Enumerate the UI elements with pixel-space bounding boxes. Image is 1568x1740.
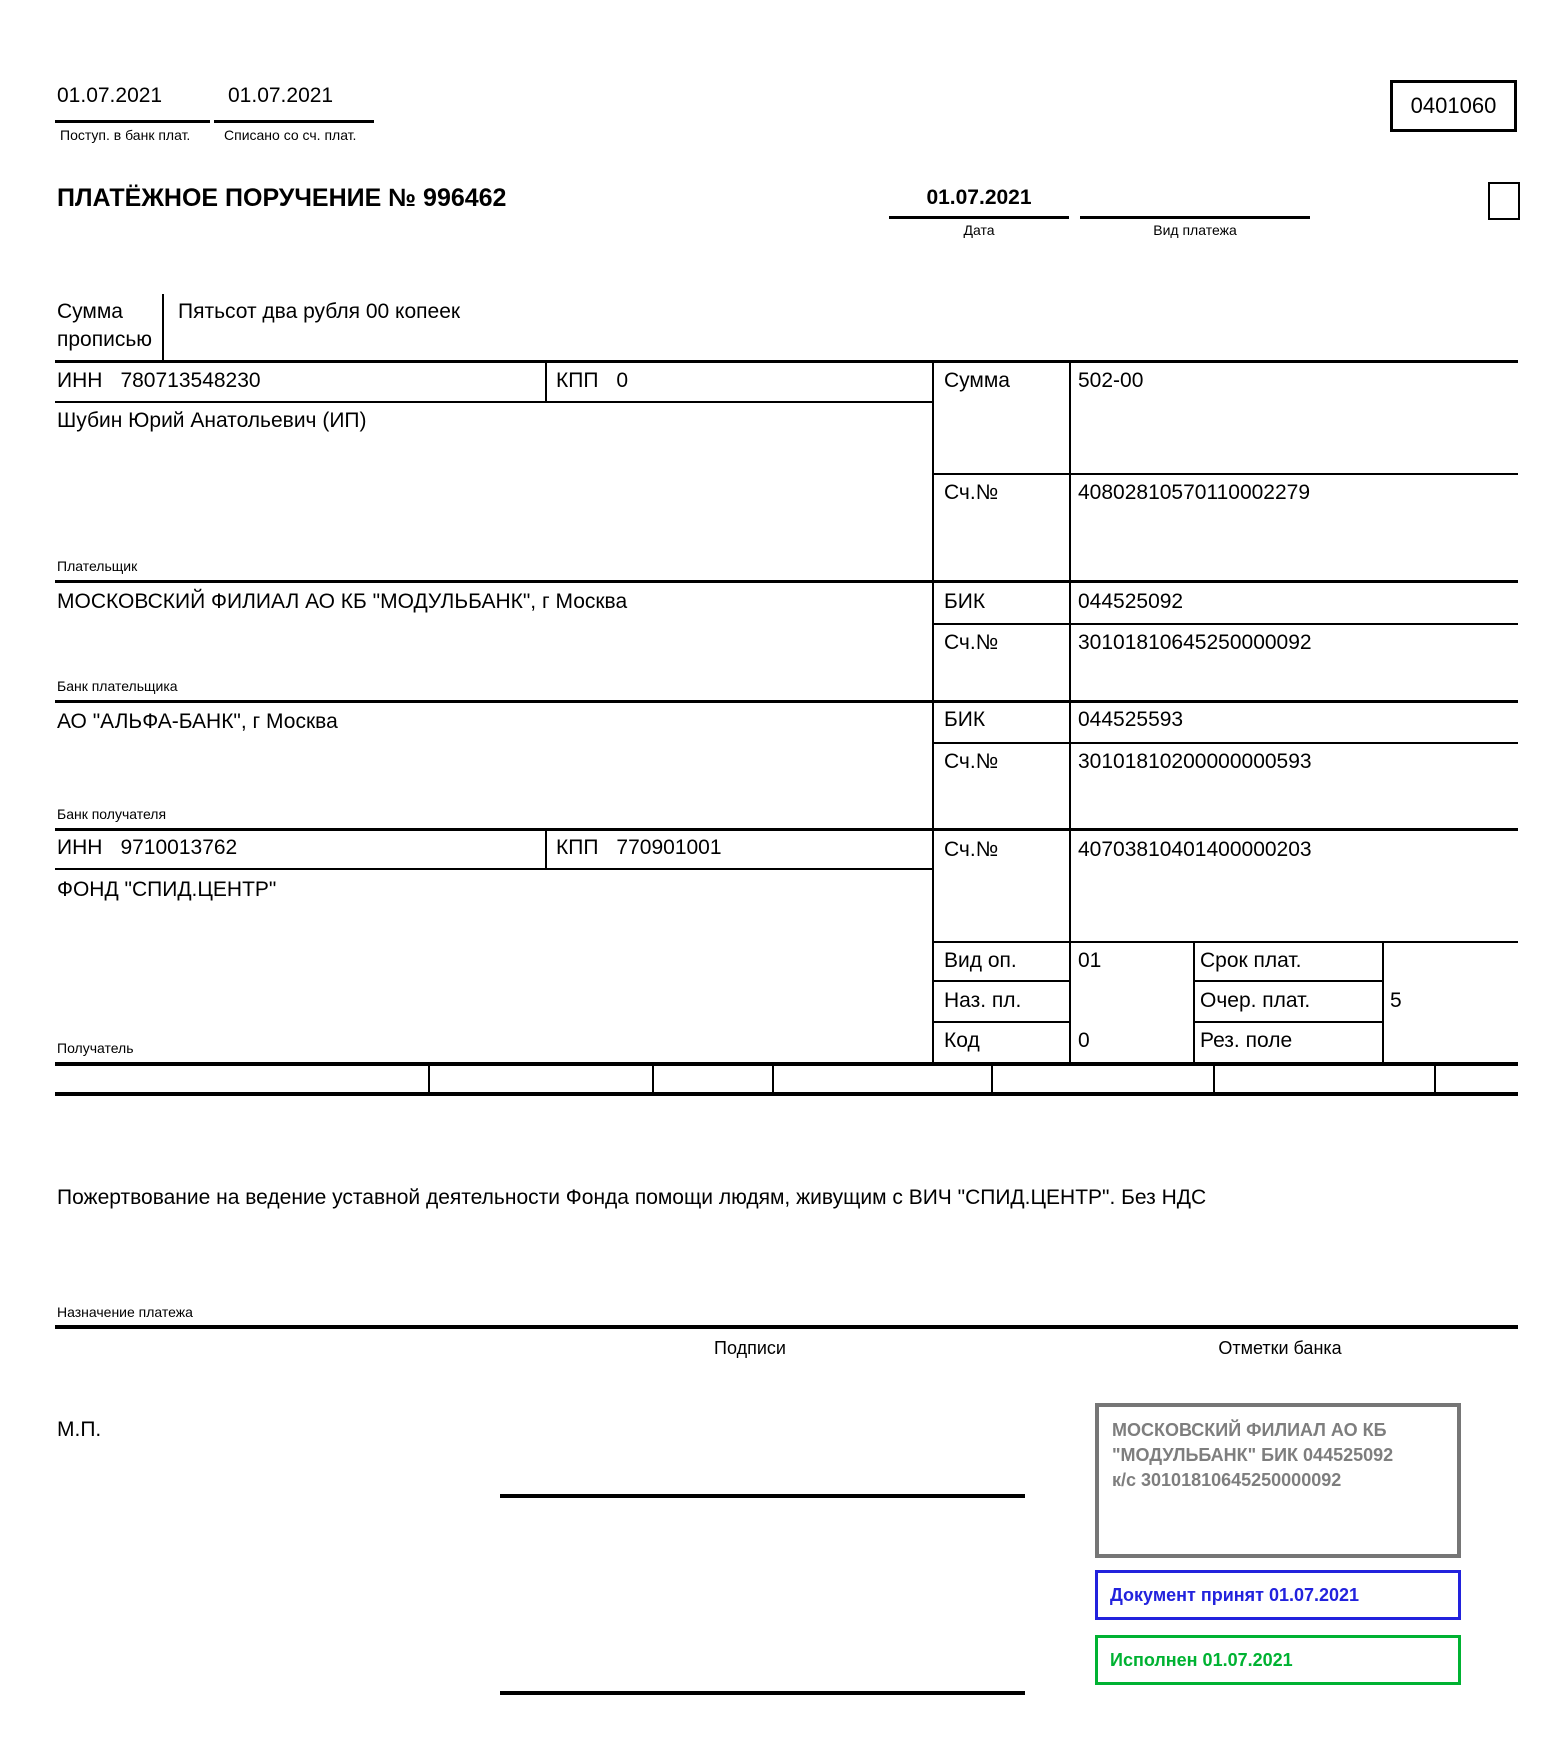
payee-bank-account-value: 30101810200000000593 — [1078, 750, 1312, 773]
payer-section-label: Плательщик — [57, 558, 138, 574]
page-title: ПЛАТЁЖНОЕ ПОРУЧЕНИЕ № 996462 — [57, 184, 507, 212]
payee-kpp-value: 770901001 — [616, 836, 722, 859]
small-fields-divider — [1382, 941, 1384, 1062]
border-line — [55, 700, 1518, 703]
form-code-box — [1390, 80, 1517, 132]
payer-kpp-value: 0 — [616, 369, 629, 392]
payee-inn-value: 9710013762 — [120, 836, 238, 859]
executed-stamp — [1095, 1635, 1461, 1685]
debited-from-account-date: 01.07.2021 — [228, 84, 334, 107]
payer-inn-row — [57, 369, 261, 393]
payee-bank-bik-value: 044525593 — [1078, 708, 1184, 731]
payer-bank-bik-value: 044525092 — [1078, 590, 1184, 613]
amount-value: 502-00 — [1078, 369, 1144, 392]
payee-section-label: Получатель — [57, 1040, 134, 1056]
tax-row-divider — [652, 1066, 654, 1092]
inn-kpp-divider — [545, 360, 547, 401]
payee-name: ФОНД "СПИД.ЦЕНТР" — [57, 878, 277, 901]
payee-bank-account-label: Сч.№ — [944, 750, 999, 773]
form-code: 0401060 — [1410, 93, 1497, 118]
tax-row-divider — [1213, 1066, 1215, 1092]
signature-line — [500, 1691, 1025, 1695]
due-date-label: Срок плат. — [1200, 949, 1302, 972]
signature-line — [500, 1494, 1025, 1498]
code-label: Код — [944, 1029, 980, 1052]
priority-label: Очер. плат. — [1200, 989, 1311, 1012]
border-line-thick — [55, 1092, 1518, 1096]
border-line — [55, 868, 932, 870]
payment-purpose-section-label: Назначение платежа — [57, 1304, 193, 1320]
inn-kpp-divider — [545, 828, 547, 868]
reserve-field-label: Рез. поле — [1200, 1029, 1293, 1052]
border-line-thick — [55, 1062, 1518, 1066]
payer-account-label: Сч.№ — [944, 481, 999, 504]
border-line — [932, 742, 1518, 744]
bank-stamp — [1095, 1403, 1461, 1558]
border-line — [1193, 1021, 1382, 1023]
stamp-place-label: М.П. — [57, 1418, 102, 1441]
payer-bank-account-value: 30101810645250000092 — [1078, 631, 1312, 654]
document-date: 01.07.2021 — [926, 186, 1032, 209]
border-line — [55, 580, 1518, 583]
received-in-bank-date: 01.07.2021 — [57, 84, 163, 107]
payer-kpp-label: КПП — [556, 369, 599, 392]
bank-stamp-line3: к/с 30101810645250000092 — [1112, 1470, 1342, 1490]
accepted-stamp — [1095, 1570, 1461, 1620]
received-in-bank-label: Поступ. в банк плат. — [60, 127, 191, 143]
payee-account-label: Сч.№ — [944, 838, 999, 861]
debited-from-account-label: Списано со сч. плат. — [224, 127, 357, 143]
border-line — [1193, 980, 1382, 982]
tax-row-divider — [428, 1066, 430, 1092]
amount-words-divider — [162, 294, 164, 362]
payee-kpp-row — [556, 836, 722, 860]
amount-label: Сумма — [944, 369, 1010, 392]
payer-kpp-row — [556, 369, 628, 393]
payee-account-value: 40703810401400000203 — [1078, 838, 1312, 861]
op-type-value: 01 — [1078, 949, 1102, 972]
payee-bank-bik-label: БИК — [944, 708, 986, 731]
bank-stamp-line2: "МОДУЛЬБАНК" БИК 044525092 — [1112, 1445, 1394, 1465]
payer-inn-label: ИНН — [57, 369, 103, 392]
border-line — [55, 401, 932, 403]
border-line — [55, 828, 1518, 831]
border-line — [55, 360, 1518, 363]
border-line — [932, 623, 1518, 625]
code-value: 0 — [1078, 1029, 1090, 1052]
payer-bank-account-label: Сч.№ — [944, 631, 999, 654]
signatures-label: Подписи — [714, 1338, 786, 1358]
date-label: Дата — [963, 222, 995, 238]
payer-bank-name: МОСКОВСКИЙ ФИЛИАЛ АО КБ "МОДУЛЬБАНК", г Москва — [57, 590, 628, 613]
payment-purpose-code-label: Наз. пл. — [944, 989, 1022, 1012]
border-line — [932, 473, 1518, 475]
right-block-divider — [1069, 360, 1071, 1062]
tax-row-divider — [991, 1066, 993, 1092]
payee-bank-name: АО "АЛЬФА-БАНК", г Москва — [57, 710, 338, 733]
tax-row-divider — [772, 1066, 774, 1092]
payer-inn-value: 780713548230 — [120, 369, 261, 392]
payer-bank-bik-label: БИК — [944, 590, 986, 613]
payee-inn-row — [57, 836, 237, 860]
bank-marks-label: Отметки банка — [1218, 1338, 1342, 1358]
small-fields-divider — [1193, 941, 1195, 1062]
border-line — [932, 1021, 1069, 1023]
bank-stamp-line1: МОСКОВСКИЙ ФИЛИАЛ АО КБ — [1112, 1420, 1387, 1440]
payment-purpose-text: Пожертвование на ведение уставной деятельности Фонда помощи людям, живущим с ВИЧ "СПИД.ЦЕНТР". Без НДС — [57, 1186, 1207, 1209]
payee-kpp-label: КПП — [556, 836, 599, 859]
amount-words-label-line2: прописью — [57, 328, 153, 351]
amount-words-label-line1: Сумма — [57, 300, 123, 323]
amount-in-words: Пятьсот два рубля 00 копеек — [178, 300, 461, 323]
executed-stamp-text: Исполнен 01.07.2021 — [1110, 1649, 1293, 1670]
accepted-stamp-text: Документ принят 01.07.2021 — [1110, 1584, 1360, 1605]
border-line — [932, 941, 1518, 943]
priority-value: 5 — [1390, 989, 1402, 1012]
payment-kind-checkbox — [1488, 182, 1520, 220]
received-underline — [55, 120, 210, 123]
right-block-divider — [932, 360, 934, 1062]
tax-row-divider — [1434, 1066, 1436, 1092]
payer-account-value: 40802810570110002279 — [1078, 481, 1311, 504]
payer-name: Шубин Юрий Анатольевич (ИП) — [57, 409, 367, 432]
payment-kind-label: Вид платежа — [1153, 222, 1237, 238]
payee-inn-label: ИНН — [57, 836, 103, 859]
payment-kind-underline — [1080, 216, 1310, 219]
border-line-thick — [55, 1325, 1518, 1329]
op-type-label: Вид оп. — [944, 949, 1017, 972]
border-line — [932, 980, 1069, 982]
debited-underline — [214, 120, 374, 123]
date-underline — [889, 216, 1069, 219]
payee-bank-section-label: Банк получателя — [57, 806, 167, 822]
payer-bank-section-label: Банк плательщика — [57, 678, 178, 694]
